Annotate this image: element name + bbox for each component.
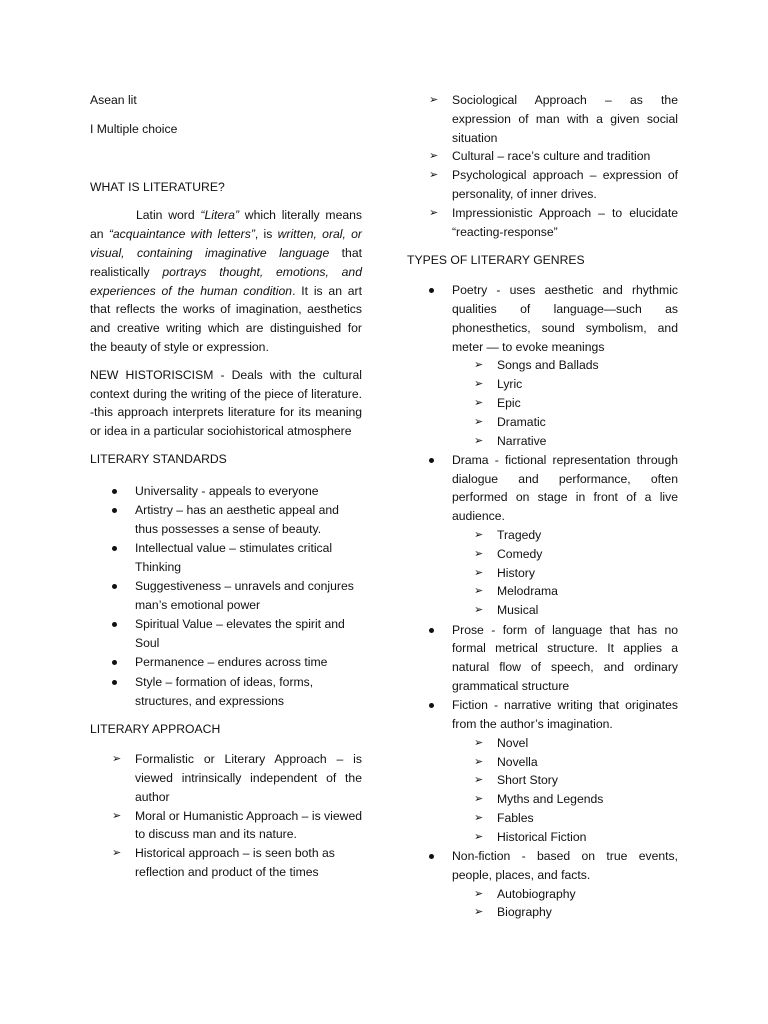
arrow-bullet-icon: ➢ <box>474 604 484 617</box>
arrow-bullet-icon: ➢ <box>429 206 439 219</box>
list-item: Style – formation of ideas, forms, structures, and expressions <box>135 674 314 708</box>
arrow-bullet-icon: ➢ <box>474 736 484 749</box>
list-item: ➢ Myths and Legends <box>452 790 678 809</box>
list-item: ➢ Biography <box>452 903 678 922</box>
list-item: ➢ Short Story <box>452 771 678 790</box>
literary-approach-heading: LITERARY APPROACH <box>90 722 221 737</box>
list-item: ➢ Autobiography <box>452 885 678 904</box>
arrow-bullet-icon: ➢ <box>474 396 484 409</box>
arrow-bullet-icon: ➢ <box>112 809 122 822</box>
list-item: ➢ Historical Fiction <box>452 828 678 847</box>
arrow-bullet-icon: ➢ <box>474 585 484 598</box>
list-item: ➢ Narrative <box>452 432 678 451</box>
arrow-bullet-icon: ➢ <box>429 94 439 106</box>
arrow-bullet-icon: ➢ <box>474 906 484 919</box>
literary-standards-heading: LITERARY STANDARDS <box>90 451 227 466</box>
genre-sublist <box>452 734 678 847</box>
genre-item: Poetry - uses aesthetic and rhythmic qualities of language—such as phonesthetics, sound symbolism, and meter — to evoke meanings ➢ Songs and Ballads ➢ Lyric ➢ Epic ➢ Dramatic ➢ Narrative <box>407 281 678 450</box>
new-historicism-paragraph: NEW HISTORISCISM - Deals with the cultural context during the writing of the piece of literature. -this approach interprets literature for its meaning or idea in a particular sociohistorical atmosphere <box>90 367 362 439</box>
literary-genres-list <box>407 281 678 922</box>
list-item: ➢ History <box>452 564 678 583</box>
list-item: ➢ Impressionistic Approach – to elucidate “reacting-response” <box>429 205 678 239</box>
arrow-bullet-icon: ➢ <box>474 566 484 579</box>
arrow-bullet-icon: ➢ <box>112 847 122 860</box>
arrow-bullet-icon: ➢ <box>474 359 484 372</box>
genre-sublist <box>452 526 678 620</box>
doc-subtitle: I Multiple choice <box>90 121 178 136</box>
list-item: ➢ Tragedy <box>452 526 678 545</box>
list-item: Permanence – endures across time <box>135 655 328 670</box>
genre-sublist <box>452 885 678 923</box>
what-is-literature-heading: WHAT IS LITERATURE? <box>90 179 225 194</box>
list-item: ➢ Epic <box>452 394 678 413</box>
list-item: ➢ Lyric <box>452 375 678 394</box>
list-item: ➢ Musical <box>452 601 678 620</box>
list-item: Artistry – has an aesthetic appeal and thus possesses a sense of beauty. <box>135 503 339 536</box>
left-column <box>90 91 362 882</box>
genre-item: Non-fiction - based on true events, people, places, and facts. ➢ Autobiography ➢ Biography <box>407 847 678 922</box>
arrow-bullet-icon: ➢ <box>474 755 484 768</box>
arrow-bullet-icon: ➢ <box>474 529 484 542</box>
arrow-bullet-icon: ➢ <box>474 887 484 900</box>
genre-item: Fiction - narrative writing that originates from the author’s imagination. ➢ Novel ➢ Novella ➢ Short Story ➢ Myths and Legends ➢ Fables ➢ Historical Fiction <box>407 696 678 846</box>
genre-item: Prose - form of language that has no formal metrical structure. It applies a natural flow of speech, and ordinary grammatical structure <box>452 622 678 693</box>
literature-definition: Latin word “Litera” which literally means an “acquaintance with letters”, is written, oral, or visual, containing imaginative language that realistically portrays thought, emotions, and experiences of the human condition. It is an art that reflects the works of imagination, aesthetics and creative writing which are distinguished for the beauty of style or expression. <box>90 208 363 354</box>
genre-item: Drama - fictional representation through dialogue and performance, often performed on stage in front of a live audience. ➢ Tragedy ➢ Comedy ➢ History ➢ Melodrama ➢ Musical <box>407 451 678 620</box>
list-item: Universality - appeals to everyone <box>135 483 319 498</box>
list-item: ➢ Dramatic <box>452 413 678 432</box>
list-item: ➢ Novel <box>452 734 678 753</box>
arrow-bullet-icon: ➢ <box>474 415 484 428</box>
list-item: ➢ Formalistic or Literary Approach – is viewed intrinsically independent of the author <box>112 752 362 804</box>
literary-approach-list <box>90 750 362 882</box>
list-item: ➢ Psychological approach – expression of personality, of inner drives. <box>429 168 678 201</box>
list-item: ➢ Comedy <box>452 545 678 564</box>
arrow-bullet-icon: ➢ <box>112 753 122 766</box>
arrow-bullet-icon: ➢ <box>474 434 484 447</box>
arrow-bullet-icon: ➢ <box>429 150 439 163</box>
list-item: Intellectual value – stimulates critical Thinking <box>135 541 333 574</box>
arrow-bullet-icon: ➢ <box>474 811 484 824</box>
list-item: ➢ Novella <box>452 753 678 772</box>
arrow-bullet-icon: ➢ <box>429 169 439 182</box>
doc-title: Asean lit <box>90 93 137 107</box>
list-item: ➢ Sociological Approach – as the expression of man with a given social situation <box>429 93 678 145</box>
genre-sublist <box>452 356 678 450</box>
list-item: ➢ Fables <box>452 809 678 828</box>
literary-approach-list-continued <box>407 91 678 241</box>
arrow-bullet-icon: ➢ <box>474 774 484 787</box>
list-item: ➢ Historical approach – is seen both as reflection and product of the times <box>112 846 335 879</box>
list-item: ➢ Melodrama <box>452 582 678 601</box>
list-item: ➢ Moral or Humanistic Approach – is viewed to discuss man and its nature. <box>112 808 362 842</box>
list-item: Spiritual Value – elevates the spirit and Soul <box>135 617 345 651</box>
literary-genres-heading: TYPES OF LITERARY GENRES <box>407 253 585 268</box>
list-item: ➢ Songs and Ballads <box>452 356 678 375</box>
literary-standards-list <box>90 482 362 711</box>
arrow-bullet-icon: ➢ <box>474 547 484 560</box>
right-column <box>407 91 678 922</box>
list-item: Suggestiveness – unravels and conjures man’s emotional power <box>135 579 354 613</box>
arrow-bullet-icon: ➢ <box>474 793 484 806</box>
list-item: ➢ Cultural – race’s culture and tradition <box>407 147 678 166</box>
arrow-bullet-icon: ➢ <box>474 378 484 391</box>
arrow-bullet-icon: ➢ <box>474 830 484 843</box>
